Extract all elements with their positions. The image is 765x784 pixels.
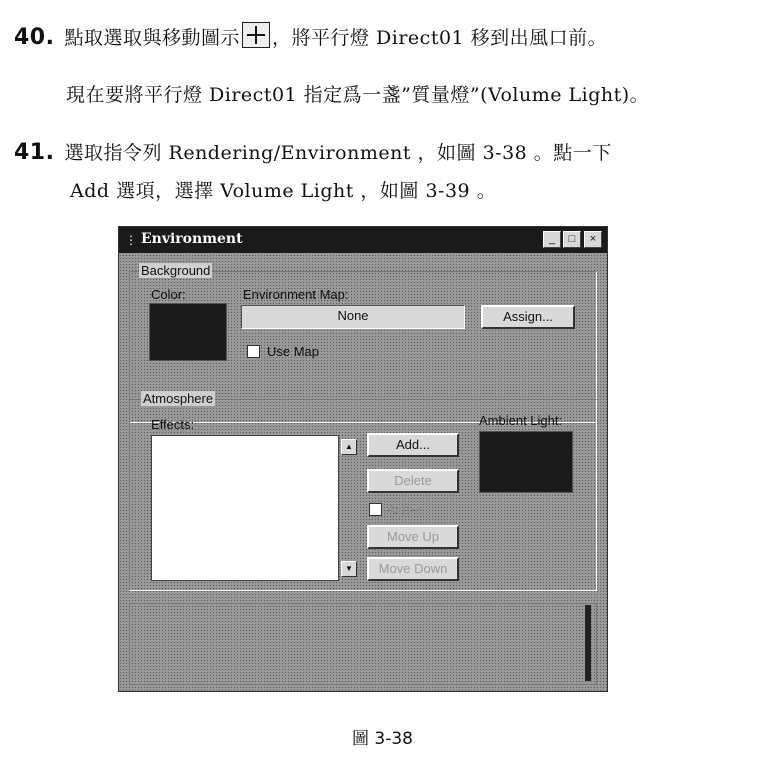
figure-caption: 圖 3-38	[352, 729, 413, 749]
note-paragraph: 現在要將平行燈 Direct01 指定爲一盞”質量燈”(Volume Light)。	[66, 84, 650, 106]
background-color-swatch[interactable]	[149, 303, 227, 361]
panel-scrollbar[interactable]	[585, 605, 591, 681]
dialog-title: Environment	[141, 231, 243, 247]
active-checkbox[interactable]	[369, 503, 382, 516]
environment-map-field[interactable]: None	[241, 305, 465, 329]
step-41	[14, 138, 612, 165]
move-down-button[interactable]: Move Down	[367, 557, 459, 581]
select-and-move-icon	[242, 22, 270, 48]
add-button[interactable]: Add...	[367, 433, 459, 457]
ambient-light-swatch[interactable]	[479, 431, 573, 493]
delete-button[interactable]: Delete	[367, 469, 459, 493]
use-map-checkbox[interactable]	[247, 345, 260, 358]
color-label: Color:	[151, 287, 186, 302]
maximize-button[interactable]: □	[563, 231, 581, 248]
atmosphere-group-label: Atmosphere	[143, 391, 214, 406]
use-map-label: Use Map	[267, 344, 320, 359]
active-label: Active	[387, 502, 423, 517]
step-number: 40.	[14, 25, 55, 50]
effects-label: Effects:	[151, 417, 195, 432]
background-group-label: Background	[141, 263, 211, 278]
environment-map-label: Environment Map:	[243, 287, 349, 302]
titlebar	[119, 227, 607, 253]
ambient-light-label: Ambient Light:	[479, 413, 563, 428]
environment-dialog-figure	[118, 226, 608, 692]
step-41-continued: Add 選項，選擇 Volume Light ，如圖 3-39 。	[70, 180, 497, 202]
move-up-button[interactable]: Move Up	[367, 525, 459, 549]
step-text-continued: ，將平行燈 Direct01 移到出風口前。	[272, 27, 608, 49]
assign-button[interactable]: Assign...	[481, 305, 575, 329]
rollout-panel	[129, 603, 597, 685]
minimize-button[interactable]: _	[543, 231, 561, 248]
step-text: 選取指令列 Rendering/Environment ，如圖 3-38 。點一下	[64, 142, 612, 164]
step-40	[14, 22, 607, 50]
effects-listbox[interactable]	[151, 435, 339, 581]
step-text: 點取選取與移動圖示	[64, 27, 240, 49]
scroll-up-arrow-icon[interactable]: ▲	[341, 439, 357, 455]
close-button[interactable]: ×	[584, 231, 602, 248]
step-number: 41.	[14, 140, 55, 165]
system-menu-icon[interactable]: ⋮	[125, 233, 137, 247]
scroll-down-arrow-icon[interactable]: ▼	[341, 561, 357, 577]
